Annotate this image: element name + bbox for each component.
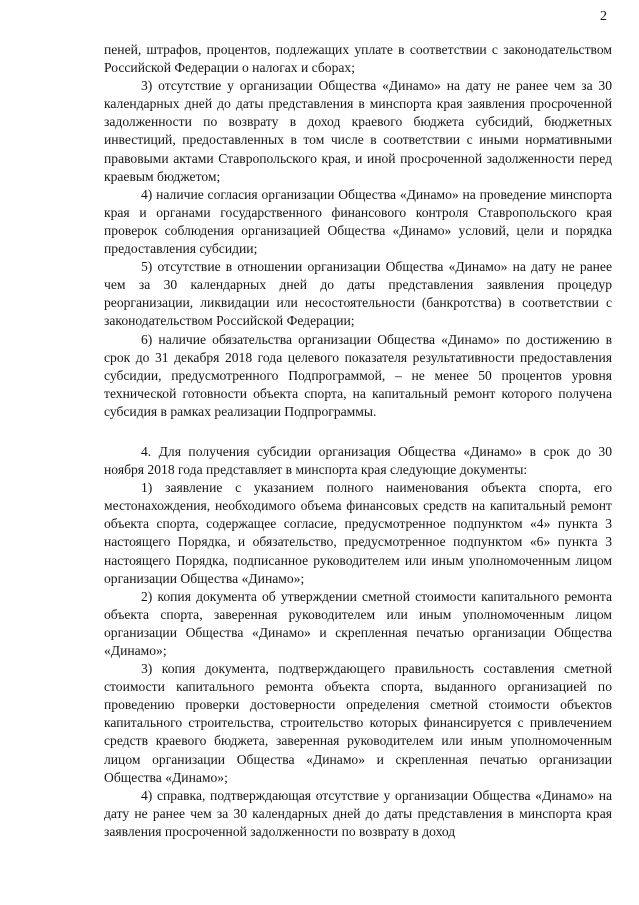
paragraph-doc-3: 3) копия документа, подтверждающего правильность составления сметной стоимости капитального ремонта объекта спорта, выданного организацией по проведению проверки достоверности определения сметной стоимости объектов капитального строительства, строительство которых финансируется с привлечением средств краевого бюджета, заверенная руководителем или иным уполномоченным лицом организации Общества «Динамо» и скрепленная печатью организации Общества «Динамо»; bbox=[104, 661, 612, 785]
page-number: 2 bbox=[600, 9, 607, 24]
paragraph-doc-1: 1) заявление с указанием полного наименования объекта спорта, его местонахождения, необходимого объема финансовых средств на капитальный ремонт объекта спорта, содержащее согласие, предусмотренное подпунктом «4» пункта 3 настоящего Порядка, и обязательство, предусмотренное подпунктом «6» пункта 3 настоящего Порядка, подписанное руководителем или иным уполномоченным лицом организации Общества «Динамо»; bbox=[104, 480, 612, 586]
paragraph-doc-2: 2) копия документа об утверждении сметной стоимости капитального ремонта объекта спорта, заверенная руководителем или иным уполномоченным лицом организации Общества «Динамо» и скрепленная печатью организации Общества «Динамо»; bbox=[104, 588, 612, 658]
paragraph-section-4: 4. Для получения субсидии организация Общества «Динамо» в срок до 30 ноября 2018 года представляет в минспорта края следующие документы: bbox=[104, 443, 612, 478]
paragraph-doc-4: 4) справка, подтверждающая отсутствие у организации Общества «Динамо» на дату не ранее чем за 30 календарных дней до даты представления в минспорта края заявления просроченной задолженности по возврату в доход bbox=[104, 787, 612, 839]
paragraph-item-6: 6) наличие обязательства организации Общества «Динамо» по достижению в срок до 31 декабря 2018 года целевого показателя результативности предоставления субсидии, предусмотренного Подпрограммой, – не менее 50 процентов уровня технической готовности объекта спорта, на капитальный ремонт которого получена субсидия в рамках реализации Подпрограммы. bbox=[104, 331, 612, 419]
paragraph-continuation: пеней, штрафов, процентов, подлежащих уплате в соответствии с законодательством Российской Федерации о налогах и сборах; bbox=[104, 42, 612, 76]
document-body bbox=[104, 41, 612, 841]
paragraph-item-5: 5) отсутствие в отношении организации Общества «Динамо» на дату не ранее чем за 30 календарных дней до даты представления заявления процедур реорганизации, ликвидации или несостоятельности (банкротства) в соответствии с законодательством Российской Федерации; bbox=[104, 259, 612, 329]
paragraph-item-4: 4) наличие согласия организации Общества «Динамо» на проведение минспорта края и органами государственного финансового контроля Ставропольского края проверок соблюдения организацией Общества «Динамо» условий, цели и порядка предоставления субсидии; bbox=[104, 186, 612, 257]
paragraph-item-3: 3) отсутствие у организации Общества «Динамо» на дату не ранее чем за 30 календарных дней до даты представления в минспорта края заявления просроченной задолженности по возврату в доход краевого бюджета субсидий, бюджетных инвестиций, предоставленных в том числе в соответствии с иными нормативными правовыми актами Ставропольского края, и иной просроченной задолженности перед краевым бюджетом; bbox=[104, 78, 612, 184]
